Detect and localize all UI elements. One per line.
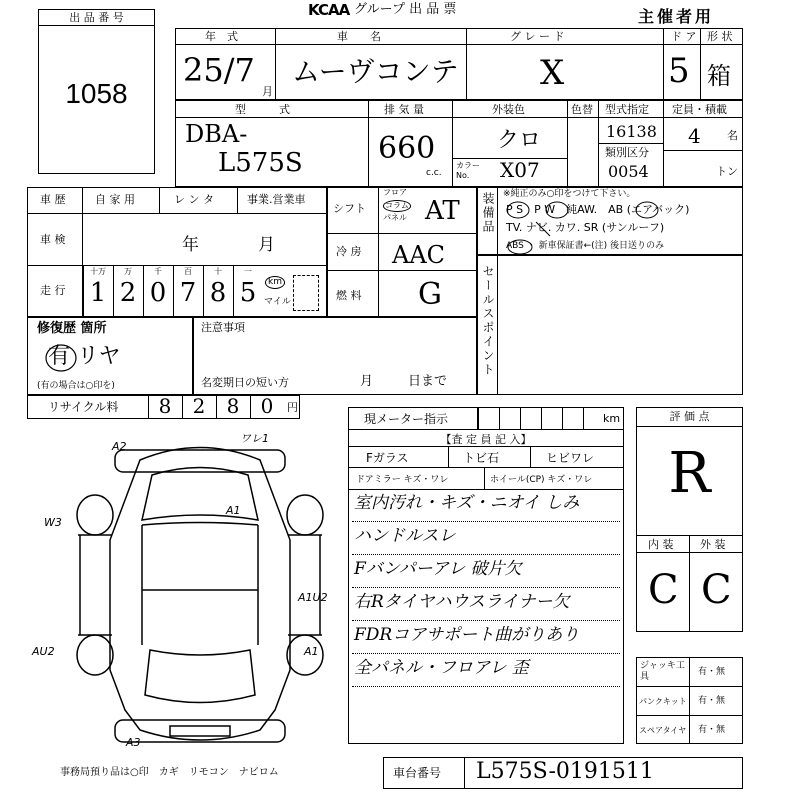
year-unit: 月 xyxy=(262,85,273,98)
mileage-unit-label: 十万 xyxy=(90,267,106,276)
damage-mark-a1-right: A1 xyxy=(226,504,241,517)
lot-number-label: 出 品 番 号 xyxy=(39,10,154,26)
inspector-line: 右Rタイヤハウスライナー欠 xyxy=(354,592,570,612)
notes-label: 注意事項 xyxy=(201,321,245,334)
recycle-fee-label: リサイクル料 xyxy=(48,400,119,414)
doors-label: ド ア xyxy=(671,30,697,43)
mileage-unit-label: 千 xyxy=(154,267,162,276)
recycle-digit: 0 xyxy=(260,394,274,418)
doors-value: 5 xyxy=(668,51,690,91)
inspector-line-rule xyxy=(352,521,620,522)
meter-cell-border xyxy=(541,407,542,430)
meter-cell-border xyxy=(478,407,479,430)
inspector-line: 室内汚れ・キズ・ニオイ しみ xyxy=(354,493,580,513)
organizer-copy-label: 主催者用 xyxy=(638,7,715,26)
history-business: 事業.営業車 xyxy=(247,193,306,206)
mileage-unit-label: 百 xyxy=(184,267,192,276)
model-value: L575S xyxy=(218,148,303,178)
mileage-mile-unit: マイル xyxy=(264,297,291,307)
equipment-line-2: TV. ナビ. カワ. SR (サンルーフ) xyxy=(506,221,665,234)
damage-mark-a1u2: A1U2 xyxy=(298,591,328,604)
damage-mark-au2: AU2 xyxy=(32,645,55,658)
tool-jack-label: ジャッキ工具 xyxy=(640,661,685,682)
mileage-digit: 7 xyxy=(179,278,197,308)
mileage-digit: 5 xyxy=(239,278,257,308)
year-label: 年 式 xyxy=(205,30,238,43)
tab-front-glass: Fガラス xyxy=(366,451,409,465)
office-items-note: 事務局預り品は○印 カギ リモコン ナビロム xyxy=(60,767,279,778)
model-label: 型 式 xyxy=(235,103,290,116)
mileage-digit: 8 xyxy=(209,278,227,308)
history-label: 車 歴 xyxy=(40,193,66,206)
equipment-line-3: ABS ・ 新車保証書←(注) 後日送りのみ xyxy=(506,241,665,251)
shift-panel: パネル xyxy=(383,213,407,222)
history-private: 自 家 用 xyxy=(95,193,135,206)
color-change-label: 色替 xyxy=(571,103,593,116)
meter-cell-border xyxy=(562,407,563,430)
interior-label: 内 装 xyxy=(648,538,674,551)
type-designation-label: 型式指定 xyxy=(605,103,649,116)
meter-cell-border xyxy=(583,407,584,430)
shift-value: AT xyxy=(425,196,460,226)
model-value-prefix: DBA- xyxy=(185,120,248,148)
inspector-line-rule xyxy=(352,653,620,654)
inspector-line: ハンドルスレ xyxy=(354,526,456,546)
fuel-value: G xyxy=(418,277,442,312)
category-value: 0054 xyxy=(608,162,649,181)
inspector-line: Fバンパーアレ 破片欠 xyxy=(354,559,522,579)
mileage-unit-label: 十 xyxy=(214,267,222,276)
mileage-digit: 1 xyxy=(89,278,107,308)
type-designation-value: 16138 xyxy=(606,122,657,141)
inspector-line-rule xyxy=(352,686,620,687)
displacement-unit: c.c. xyxy=(426,168,442,178)
deadline-month: 月 xyxy=(360,374,374,389)
shift-floor: フロア xyxy=(383,188,407,197)
interior-value: C xyxy=(648,567,679,613)
mileage-km-unit: km xyxy=(265,276,285,289)
displacement-label: 排 気 量 xyxy=(384,103,424,116)
aircon-label: 冷 房 xyxy=(336,245,362,258)
mileage-label: 走 行 xyxy=(40,284,66,297)
sheet-title: グループ 出 品 票 xyxy=(354,2,457,17)
capacity-label: 定員・積載 xyxy=(672,103,727,116)
inspector-line-rule xyxy=(352,587,620,588)
score-value: R xyxy=(668,441,711,506)
year-value: 25/7 xyxy=(183,51,255,89)
meter-unit: km xyxy=(603,412,621,425)
subtab-mirror: ドアミラー キズ・ワレ xyxy=(356,475,449,485)
damage-mark-a2-top: A2 xyxy=(112,440,127,453)
inspector-line: FDRコアサポート曲がりあり xyxy=(354,625,580,645)
chassis-label: 車台番号 xyxy=(393,766,442,780)
inspector-line: 全パネル・フロアレ 歪 xyxy=(354,658,529,678)
exterior-value: C xyxy=(701,567,732,613)
mileage-digit: 2 xyxy=(119,278,137,308)
recycle-digit: 8 xyxy=(158,394,172,418)
exterior-color-value: クロ xyxy=(497,128,542,153)
tab-crack: ヒビワレ xyxy=(546,451,595,465)
tool-puncture-value: 有・無 xyxy=(698,696,726,706)
equipment-line-1: P S P W 純AW. AB (エアバック) xyxy=(506,203,690,216)
displacement-value: 660 xyxy=(378,131,436,166)
category-label: 類別区分 xyxy=(605,146,649,159)
recycle-digit: 2 xyxy=(192,394,206,418)
exterior-label: 外 装 xyxy=(700,538,726,551)
recycle-fee-unit: 円 xyxy=(287,401,298,414)
tool-spare-label: スペアタイヤ xyxy=(639,726,687,735)
history-rental: レ ン タ xyxy=(174,193,214,206)
equipment-label: 装備品 xyxy=(481,192,495,234)
mileage-digit: 0 xyxy=(149,278,167,308)
inspection-year-label: 年 xyxy=(182,235,199,255)
car-name-label: 車 名 xyxy=(337,30,381,43)
color-number-label: カラー No. xyxy=(456,161,480,180)
grade-value: X xyxy=(540,53,565,93)
capacity-value: 4 xyxy=(688,124,701,148)
meter-cell-border xyxy=(520,407,521,430)
equipment-note: ※純正のみ○印をつけて下さい。 xyxy=(503,189,636,199)
shape-value: 箱 xyxy=(707,62,731,90)
inspector-title: 【査 定 員 記 入】 xyxy=(440,433,532,446)
exterior-color-label: 外装色 xyxy=(492,103,525,116)
damage-mark-w1: ワレ1 xyxy=(240,432,269,445)
damage-mark-a3: A3 xyxy=(126,736,141,749)
meter-cell-border xyxy=(499,407,500,430)
recycle-digit: 8 xyxy=(226,394,240,418)
repair-history-note: (有の場合は○印を) xyxy=(37,381,115,391)
shape-label: 形 状 xyxy=(707,30,733,43)
inspection-month-label: 月 xyxy=(258,235,275,255)
tab-chip: トビ石 xyxy=(463,451,500,465)
shift-label: シフト xyxy=(333,202,366,215)
grade-label: グ レ ー ド xyxy=(510,30,565,43)
brand-logo: KCAA xyxy=(308,1,350,19)
sales-point-label: セールスポイント xyxy=(481,265,495,377)
tool-puncture-label: パンクキット xyxy=(639,697,687,706)
inspection-label: 車 検 xyxy=(40,233,66,246)
repair-history-label: 修復歴 箇所 xyxy=(37,321,107,336)
shift-column: コラム xyxy=(385,201,409,210)
color-number-value: X07 xyxy=(500,158,540,182)
score-label: 評 価 点 xyxy=(669,410,710,423)
mileage-unit-label: 一 xyxy=(244,267,252,276)
repair-history-value: 有 リヤ xyxy=(48,344,121,369)
mileage-unit-label: 万 xyxy=(124,267,132,276)
subtab-wheel: ホイール(CP) キズ・ワレ xyxy=(490,475,593,485)
car-name-value: ムーヴコンテ xyxy=(292,55,459,88)
fuel-label: 燃 料 xyxy=(336,289,362,302)
damage-mark-a1: A1 xyxy=(304,645,319,658)
lot-number-value: 1058 xyxy=(65,78,128,109)
deadline-day: 日まで xyxy=(408,374,448,389)
tool-jack-value: 有・無 xyxy=(698,667,726,677)
chassis-value: L575S-0191511 xyxy=(476,759,654,784)
capacity-unit: 名 xyxy=(727,129,738,142)
tool-spare-value: 有・無 xyxy=(698,725,726,735)
meter-label: 現メーター指示 xyxy=(364,412,449,426)
inspector-line-rule xyxy=(352,554,620,555)
inspector-line-rule xyxy=(352,620,620,621)
load-unit: トン xyxy=(716,165,738,178)
aircon-value: AAC xyxy=(392,241,446,269)
deadline-label: 名変期日の短い方 xyxy=(201,376,289,389)
damage-mark-w3: W3 xyxy=(44,516,62,529)
